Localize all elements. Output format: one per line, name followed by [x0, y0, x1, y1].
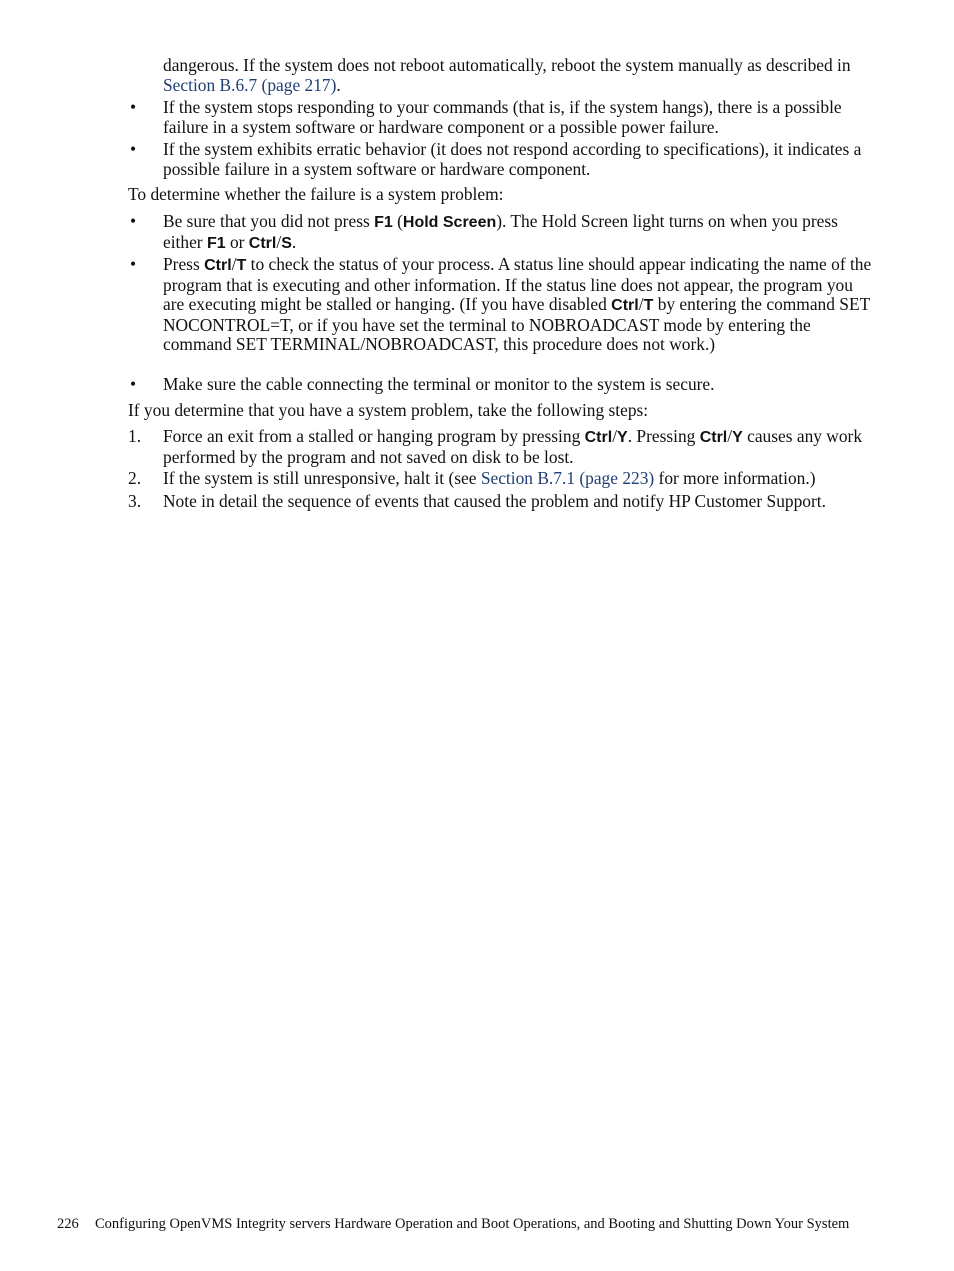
bullet-marker: •: [130, 254, 137, 274]
key-s: S: [281, 234, 292, 252]
bullet-item-system-hangs: If the system stops responding to your commands (that is, if the system hangs), there is a possible failure in a system software or hardware component or a possible power failure.: [163, 97, 842, 137]
bullet-marker: •: [130, 139, 137, 159]
key-ctrl: Ctrl: [248, 234, 277, 252]
key-ctrl: Ctrl: [699, 429, 728, 446]
bullet-item-cable: Make sure the cable connecting the terminal or monitor to the system is secure.: [163, 374, 715, 394]
bullet-marker: •: [130, 211, 137, 231]
page-number: 226: [57, 1216, 79, 1232]
key-f1: F1: [374, 214, 393, 231]
step-number: 3.: [128, 491, 142, 511]
key-ctrl: Ctrl: [611, 297, 639, 315]
bullet-item-erratic-behavior: If the system exhibits erratic behavior (it does not respond according to specifications), it indicates a possible failure in a system software or hardware component.: [163, 139, 862, 179]
bullet-marker: •: [130, 97, 137, 117]
key-y: Y: [732, 429, 743, 446]
key-hold-screen: Hold Screen: [402, 214, 497, 231]
footer-title: Configuring OpenVMS Integrity servers Hardware Operation and Boot Operations, and Booting and Shutting Down Your System: [95, 1216, 850, 1232]
section-b67-link[interactable]: Section B.6.7 (page 217): [163, 74, 337, 95]
key-t: T: [236, 257, 247, 274]
key-y: Y: [617, 429, 628, 446]
bullet-item-ctrl-t: Press Ctrl/T to check the status of your process. A status line should appear indicating the name of the program that is executing and other information. If the status line does not appear, the program you are executing might be stalled or hanging. (If you have disabled Ctrl/T by entering the command SET NOCONTROL=T, or if you have set the terminal to NOBROADCAST mode by entering the command SET TERMINAL/NOBROADCAST, this procedure does not work.): [163, 254, 872, 355]
intro-system-problem-steps: If you determine that you have a system problem, take the following steps:: [128, 400, 649, 420]
section-b71-link[interactable]: Section B.7.1 (page 223): [480, 468, 655, 488]
bullet-marker: •: [130, 374, 137, 394]
bullet-item-hold-screen: Be sure that you did not press F1 (Hold Screen). The Hold Screen light turns on when you press either F1 or Ctrl/S.: [163, 211, 838, 252]
key-ctrl: Ctrl: [584, 429, 613, 446]
key-ctrl: Ctrl: [204, 257, 232, 274]
step-number: 2.: [128, 468, 142, 488]
step-halt-system: If the system is still unresponsive, halt it (see Section B.7.1 (page 223) for more information.): [163, 468, 816, 488]
step-notify-support: Note in detail the sequence of events that caused the problem and notify HP Customer Support.: [163, 491, 826, 511]
key-f1: F1: [206, 234, 226, 252]
key-t: T: [643, 297, 654, 315]
continuation-paragraph: dangerous. If the system does not reboot automatically, reboot the system manually as described in Section B.6.7 (page 217).: [163, 55, 851, 95]
step-force-exit: Force an exit from a stalled or hanging program by pressing Ctrl/Y. Pressing Ctrl/Y causes any work performed by the program and not saved on disk to be lost.: [163, 426, 863, 467]
step-number: 1.: [128, 426, 142, 446]
intro-determine-failure: To determine whether the failure is a system problem:: [128, 184, 504, 204]
